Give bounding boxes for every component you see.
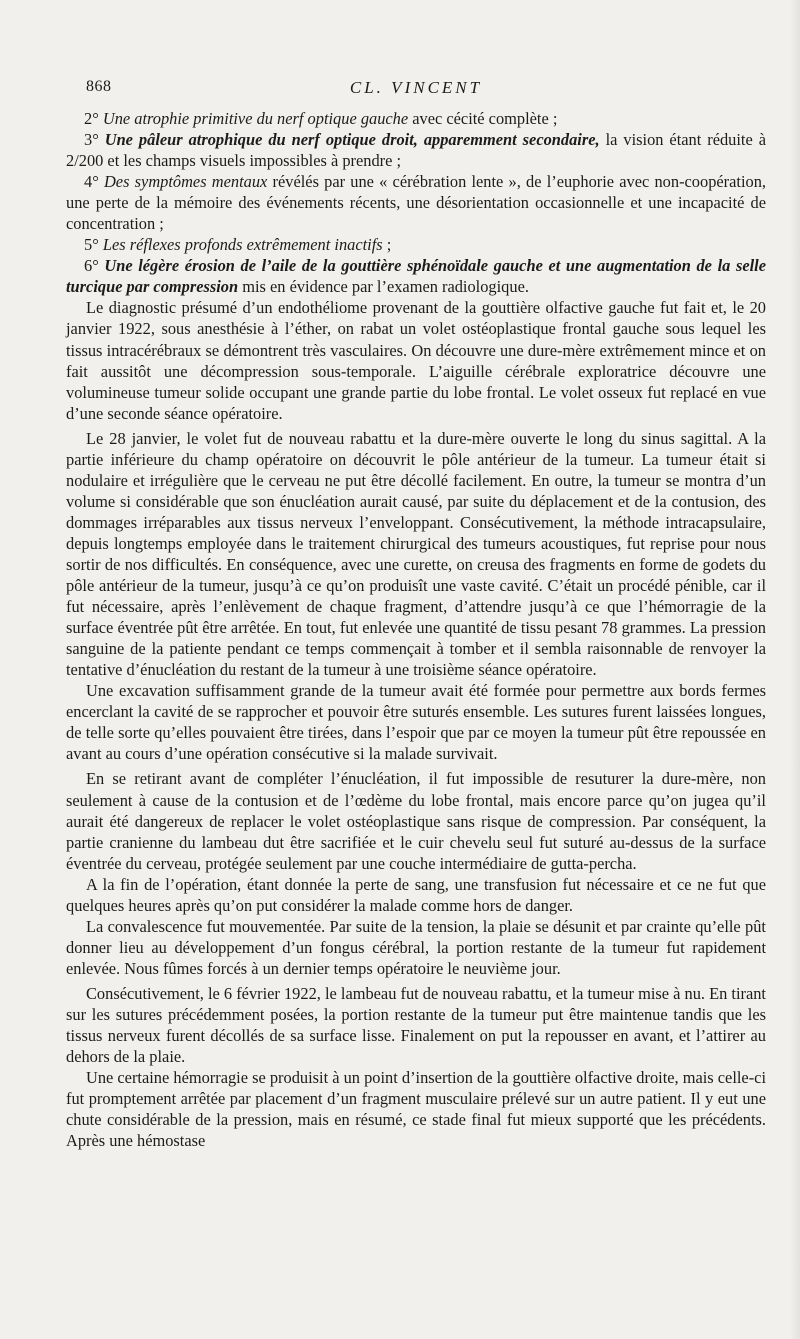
list-item-3 (66, 129, 766, 171)
italic-phrase: Une atrophie primitive du nerf optique gauche (102, 109, 409, 128)
paragraph-text: mis en évidence par l’examen radiologique. (238, 277, 529, 297)
list-marker: 2° (84, 109, 99, 128)
page-header (66, 74, 766, 102)
paragraph-28-janvier: Le 28 janvier, le volet fut de nouveau rabattu et la dure-mère ouverte le long du sinus sagittal. A la partie inférieure du champ opératoire on découvrit le pôle antérieur de la tumeur. La tumeur était si nodulaire et irrégulière que le cerveau ne put être décollé facilement. En outre, la tumeur se montra d’un volume si considérable que son énucléation aurait causé, par suite du déplacement et de la contusion, des dommages irréparables aux tissus nerveux l’enveloppant. Consécutivement, la méthode intracapsulaire, depuis longtemps employée dans le traitement chirurgical des tumeurs acoustiques, fut reprise pour nous sortir de nos difficultés. En conséquence, avec une curette, on creusa des fragments en forme de godets du pôle antérieur de la tumeur, jusqu’à ce qu’on produisît une vaste cavité. C’était un procédé pénible, car il fut nécessaire, après l’enlèvement de chaque fragment, d’attendre jusqu’à ce que l’hémorragie de la surface éventrée pût être arrêtée. En tout, fut enlevée une quantité de tissu pesant 78 grammes. La pression sanguine de la patiente pendant ce temps commençait à tomber et il sembla raisonnable de renvoyer la tentative d’énucléation du restant de la tumeur à une troisième séance opératoire. (66, 428, 766, 680)
paragraph-text: révélés par une « cérébration lente », de l’euphorie avec non-coopération, une perte de la mémoire des événements récents, une désorientation occasionnelle et une incapacité de concentration ; (66, 172, 766, 234)
paragraph-se-retirant: En se retirant avant de compléter l’énucléation, il fut impossible de resuturer la dure-mère, non seulement à cause de la contusion et de l’œdème du lobe frontal, mais encore parce qu’on jugea qu’il aurait été dangereux de replacer le volet ostéoplastique sans risque de compression. Par conséquent, la partie cranienne du lambeau dut être sacrifiée et le cuir chevelu seul fut suturé au-dessus de la surface éventrée du cerveau, protégée seulement par une couche intermédiaire de gutta-percha. (66, 769, 766, 873)
paragraph-convalescence: La convalescence fut mouvementée. Par suite de la tension, la plaie se désunit et par crainte qu’elle pût donner lieu au développement d’un fongus cérébral, la portion restante de la tumeur fut rapidement enlevée. Nous fûmes forcés à un dernier temps opératoire le neuvième jour. (66, 916, 766, 978)
paragraph-text: avec cécité complète ; (408, 109, 558, 128)
paragraph-text: ; (382, 235, 392, 255)
list-marker: 4° (84, 172, 99, 192)
list-item-6 (66, 255, 766, 297)
list-item-4 (66, 171, 766, 234)
italic-phrase: Une pâleur atrophique du nerf optique droit, apparemment secondaire, (104, 130, 600, 150)
paragraph-fin-operation: A la fin de l’opération, étant donnée la perte de sang, une transfusion fut nécessaire et ce ne fut que quelques heures après qu’on put considérer la malade comme hors de danger. (66, 874, 766, 915)
paragraph-6-fevrier: Consécutivement, le 6 février 1922, le lambeau fut de nouveau rabattu, et la tumeur mise à nu. En tirant sur les sutures précédemment posées, la portion restante de la tumeur put être maintenue tandis que les tissus nerveux furent décollés de sa surface lisse. Finalement on put la repousser en avant, et l’attirer au dehors de la plaie. (66, 983, 766, 1067)
italic-phrase: Une légère érosion de l’aile de la gouttière sphénoïdale gauche et une augmentation de la selle turcique par compression (66, 256, 766, 297)
list-item-5 (66, 234, 766, 255)
italic-phrase: Les réflexes profonds extrêmement inactifs (102, 235, 383, 255)
list-marker: 6° (84, 256, 99, 276)
list-marker: 5° (84, 235, 99, 255)
paragraph-text: la vision étant réduite à 2/200 et les champs visuels impossibles à prendre ; (66, 130, 767, 171)
page-number: 868 (86, 78, 112, 95)
running-head: CL. VINCENT (349, 78, 483, 97)
italic-phrase: Des symptômes mentaux (103, 172, 268, 192)
list-marker: 3° (84, 130, 99, 150)
paragraph-diagnostic: Le diagnostic présumé d’un endothéliome provenant de la gouttière olfactive gauche fut fait et, le 20 janvier 1922, sous anesthésie à l’éther, on rabat un volet ostéoplastique frontal gauche sous lequel les tissus intracérébraux se démontrent très vasculaires. On découvre une dure-mère extrêmement mince et on fait aussitôt une décompression sous-temporale. L’aiguille cérébrale exploratrice découvre une volumineuse tumeur solide occupant une grande partie du lobe frontal. Le volet osseux fut replacé en vue d’une seconde séance opératoire. (66, 298, 766, 423)
paragraph-hemorragie: Une certaine hémorragie se produisit à un point d’insertion de la gouttière olfactive droite, mais celle-ci fut promptement arrêtée par placement d’un fragment musculaire prélevé sur un autre patient. Il y eut une chute considérable de la pression, mais en résumé, ce stade final fut mieux supporté que les précédents. Après une hémostase (66, 1068, 766, 1151)
paragraph-excavation: Une excavation suffisamment grande de la tumeur avait été formée pour permettre aux bords fermes encerclant la cavité de se rapprocher et pouvoir être suturés ensemble. Les sutures furent laissées longues, de telle sorte qu’elles pouvaient être tirées, dans l’espoir que par ce moyen la tumeur pût être repoussée en avant au cours d’une opération consécutive si la malade survivait. (66, 681, 766, 764)
body-text (66, 108, 766, 1151)
list-item-2 (66, 108, 766, 129)
